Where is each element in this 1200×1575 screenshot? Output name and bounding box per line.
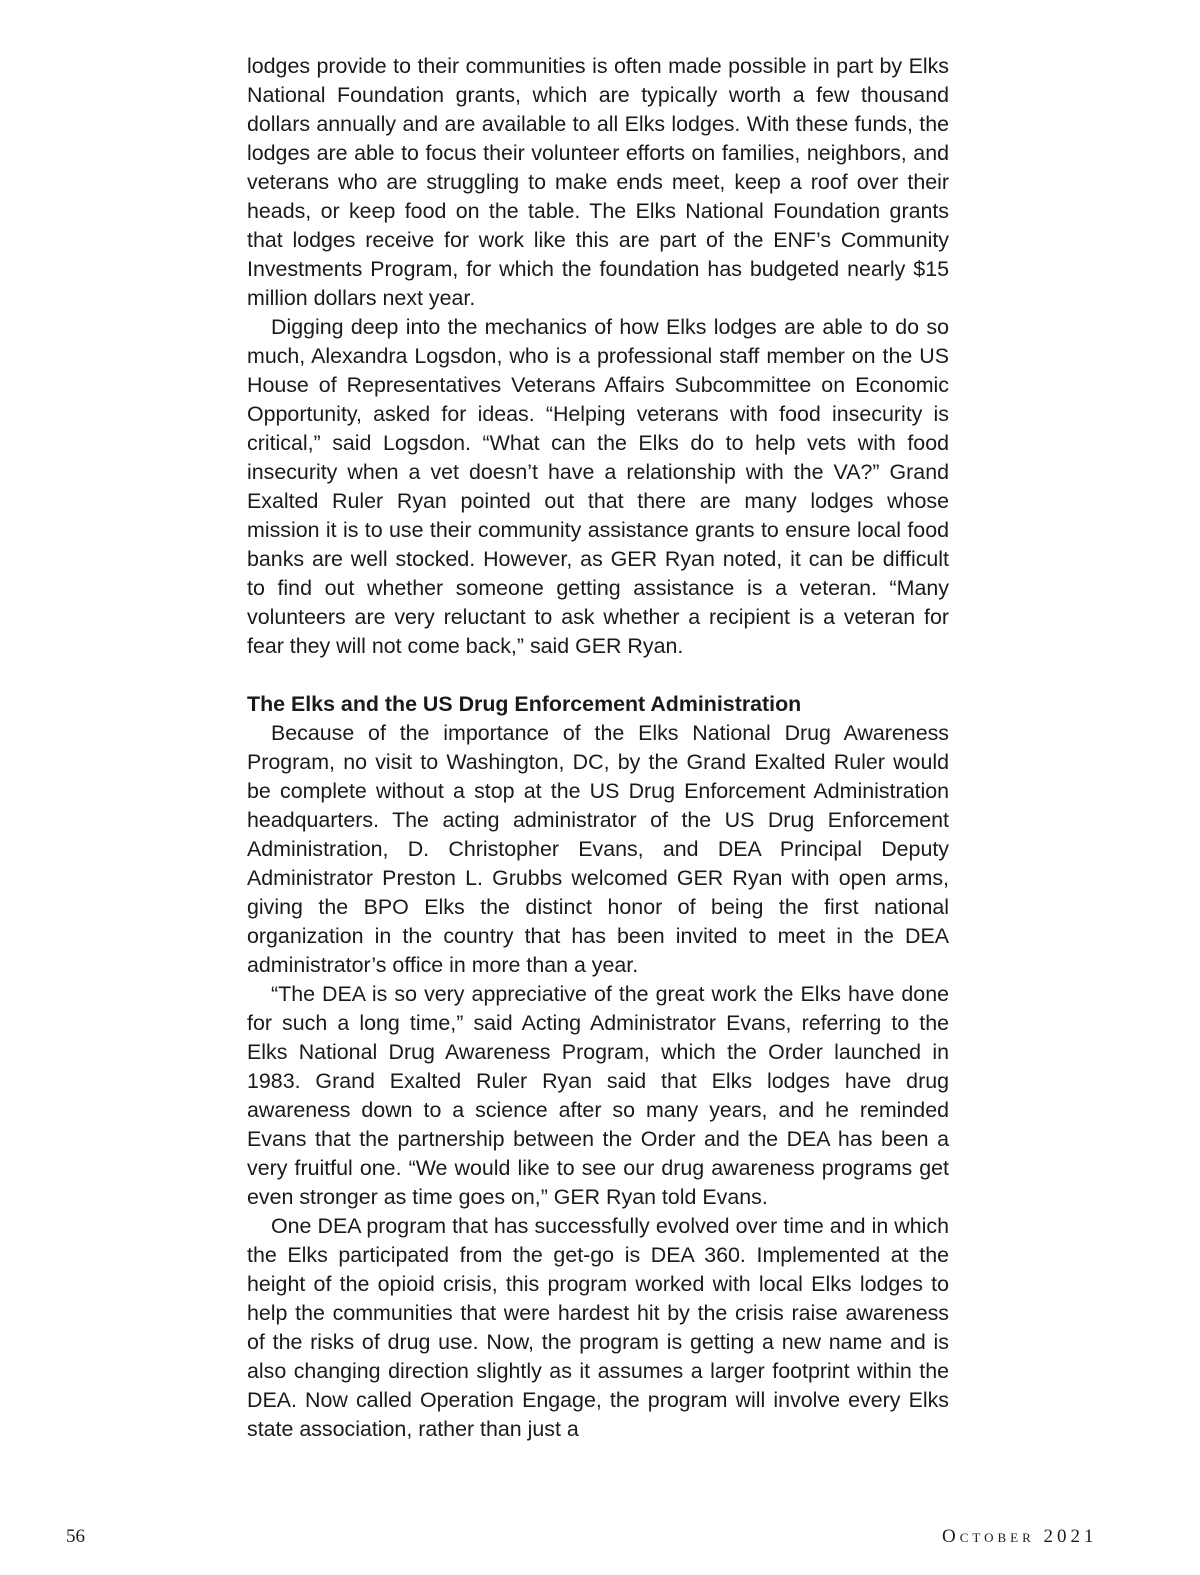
article-column	[247, 52, 949, 1444]
section-heading: The Elks and the US Drug Enforcement Administration	[247, 692, 802, 716]
paragraph-continued: lodges provide to their communities is often made possible in part by Elks National Foundation grants, which are typically worth a few thousand dollars annually and are available to all Elks lodges. With these funds, the lodges are able to focus their volunteer efforts on families, neighbors, and veterans who are struggling to make ends meet, keep a roof over their heads, or keep food on the table. The Elks National Foundation grants that lodges receive for work like this are part of the ENF’s Community Investments Program, for which the foundation has budgeted nearly $15 million dollars next year.	[247, 54, 949, 310]
paragraph-dea-visit: Because of the importance of the Elks National Drug Awareness Program, no visit to Washington, DC, by the Grand Exalted Ruler would be complete without a stop at the US Drug Enforcement Administration headquarters. The acting administrator of the US Drug Enforcement Administration, D. Christopher Evans, and DEA Principal Deputy Administrator Preston L. Grubbs welcomed GER Ryan with open arms, giving the BPO Elks the distinct honor of being the first national organization in the country that has been invited to meet in the DEA administrator’s office in more than a year.	[247, 721, 949, 977]
issue-date: October 2021	[942, 1526, 1098, 1547]
paragraph-dea-360: One DEA program that has successfully evolved over time and in which the Elks participated from the get-go is DEA 360. Implemented at the height of the opioid crisis, this program worked with local Elks lodges to help the communities that were hardest hit by the crisis raise awareness of the risks of drug use. Now, the program is getting a new name and is also changing direction slightly as it assumes a larger footprint within the DEA. Now called Operation Engage, the program will involve every Elks state association, rather than just a	[247, 1214, 949, 1441]
paragraph-logsdon: Digging deep into the mechanics of how Elks lodges are able to do so much, Alexandra Logsdon, who is a professional staff member on the US House of Representatives Veterans Affairs Subcommittee on Economic Opportunity, asked for ideas. “Helping veterans with food insecurity is critical,” said Logsdon. “What can the Elks do to help vets with food insecurity when a vet doesn’t have a relationship with the VA?” Grand Exalted Ruler Ryan pointed out that there are many lodges whose mission it is to use their community assistance grants to ensure local food banks are well stocked. However, as GER Ryan noted, it can be difficult to find out whether someone getting assistance is a veteran. “Many volunteers are very reluctant to ask whether a recipient is a veteran for fear they will not come back,” said GER Ryan.	[247, 315, 949, 658]
page-number: 56	[66, 1526, 85, 1547]
paragraph-dea-quote: “The DEA is so very appreciative of the great work the Elks have done for such a long time,” said Acting Administrator Evans, referring to the Elks National Drug Awareness Program, which the Order launched in 1983. Grand Exalted Ruler Ryan said that Elks lodges have drug awareness down to a science after so many years, and he reminded Evans that the partnership between the Order and the DEA has been a very fruitful one. “We would like to see our drug awareness programs get even stronger as time goes on,” GER Ryan told Evans.	[247, 982, 949, 1209]
